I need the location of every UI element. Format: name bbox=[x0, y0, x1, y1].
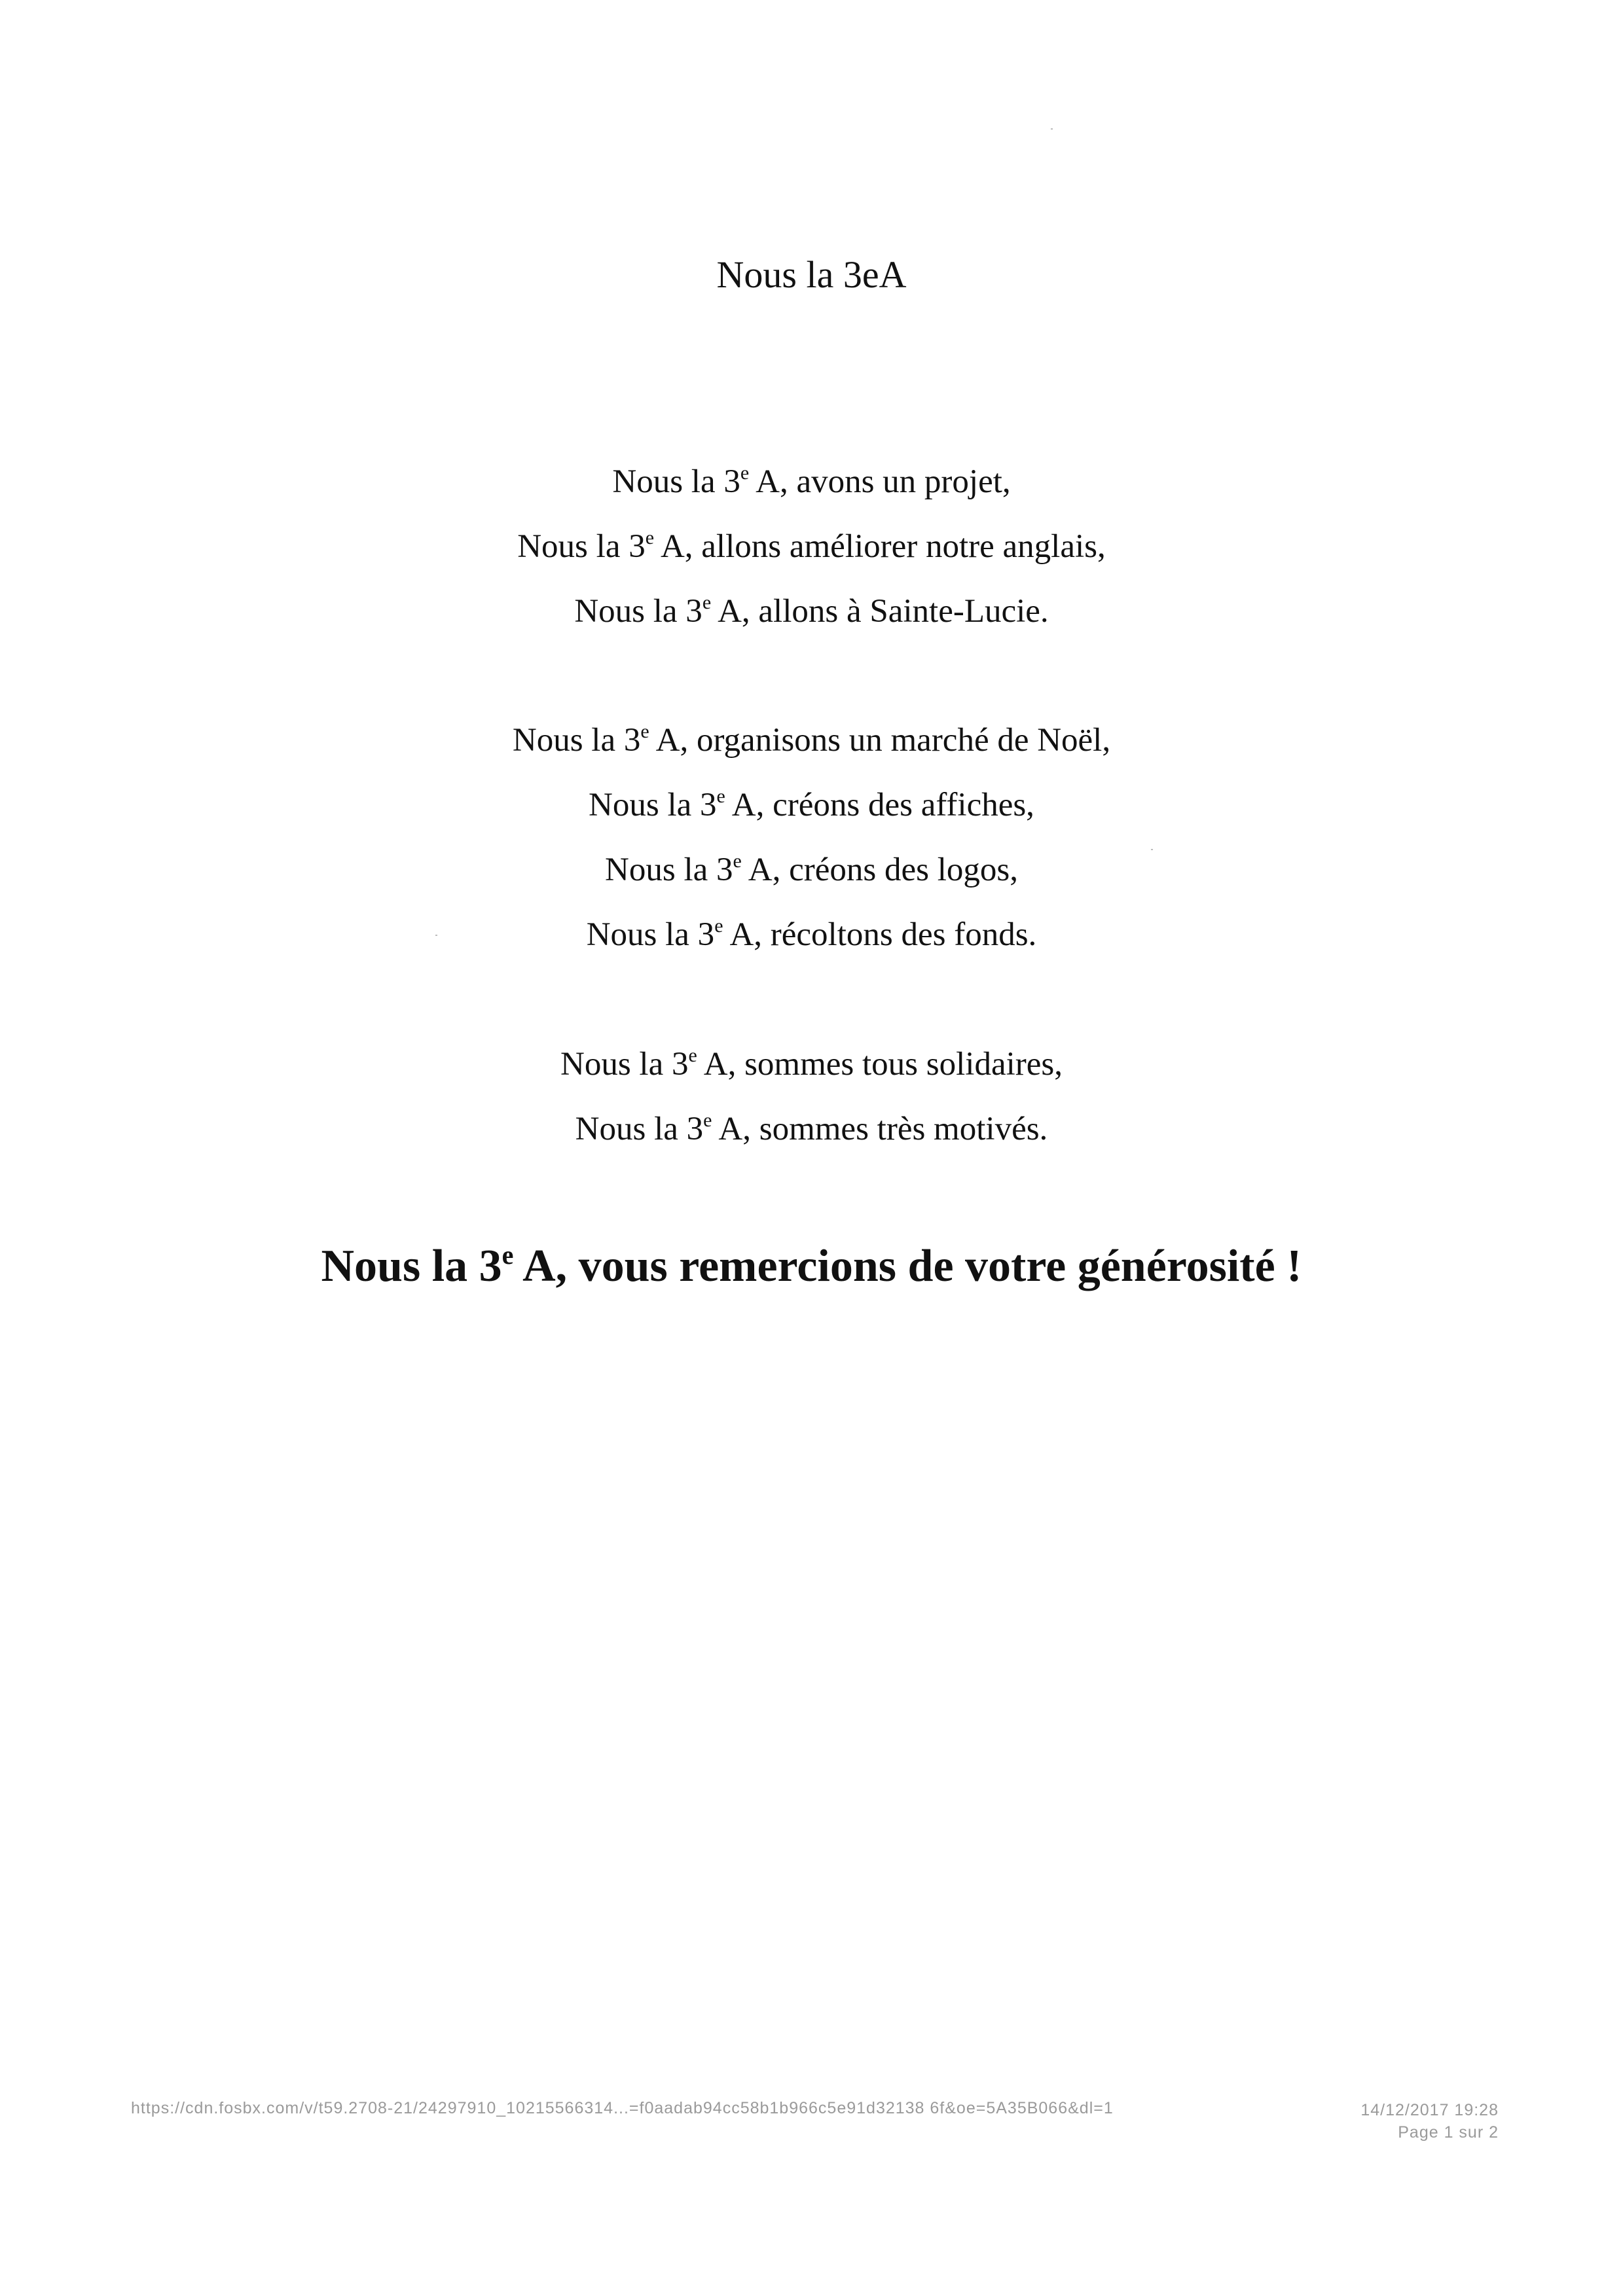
scan-speck bbox=[1051, 128, 1053, 130]
stanza-3 bbox=[0, 1032, 1623, 1162]
verse-line: Nous la 3e A, allons à Sainte-Lucie. bbox=[574, 592, 1049, 630]
verse-line: Nous la 3e A, créons des affiches, bbox=[589, 785, 1034, 823]
verse-line: Nous la 3e A, récoltons des fonds. bbox=[586, 915, 1037, 953]
footer-page-number: Page 1 sur 2 bbox=[1398, 2123, 1499, 2142]
verse-line: Nous la 3e A, sommes tous solidaires, bbox=[560, 1045, 1063, 1083]
verse-line: Nous la 3e A, allons améliorer notre anglais, bbox=[517, 527, 1106, 565]
scan-speck bbox=[435, 935, 437, 936]
verse-line: Nous la 3e A, sommes très motivés. bbox=[575, 1109, 1048, 1147]
footer-url: https://cdn.fosbx.com/v/t59.2708-21/24297910_10215566314...=f0aadab94cc58b1b966c5e91d32138 6f&oe=5A35B066&dl=1 bbox=[131, 2099, 1114, 2117]
scan-speck bbox=[1151, 849, 1153, 850]
footer-meta bbox=[1360, 2099, 1499, 2144]
closing-line: Nous la 3e A, vous remercions de votre générosité ! bbox=[321, 1240, 1302, 1291]
footer-datetime: 14/12/2017 19:28 bbox=[1360, 2101, 1499, 2119]
stanza-1 bbox=[0, 450, 1623, 644]
stanza-2 bbox=[0, 708, 1623, 967]
verse-line: Nous la 3e A, créons des logos, bbox=[605, 850, 1018, 888]
verse-line: Nous la 3e A, avons un projet, bbox=[612, 462, 1011, 500]
poem-title: Nous la 3eA bbox=[716, 253, 907, 296]
verse-line: Nous la 3e A, organisons un marché de Noël, bbox=[512, 721, 1111, 759]
